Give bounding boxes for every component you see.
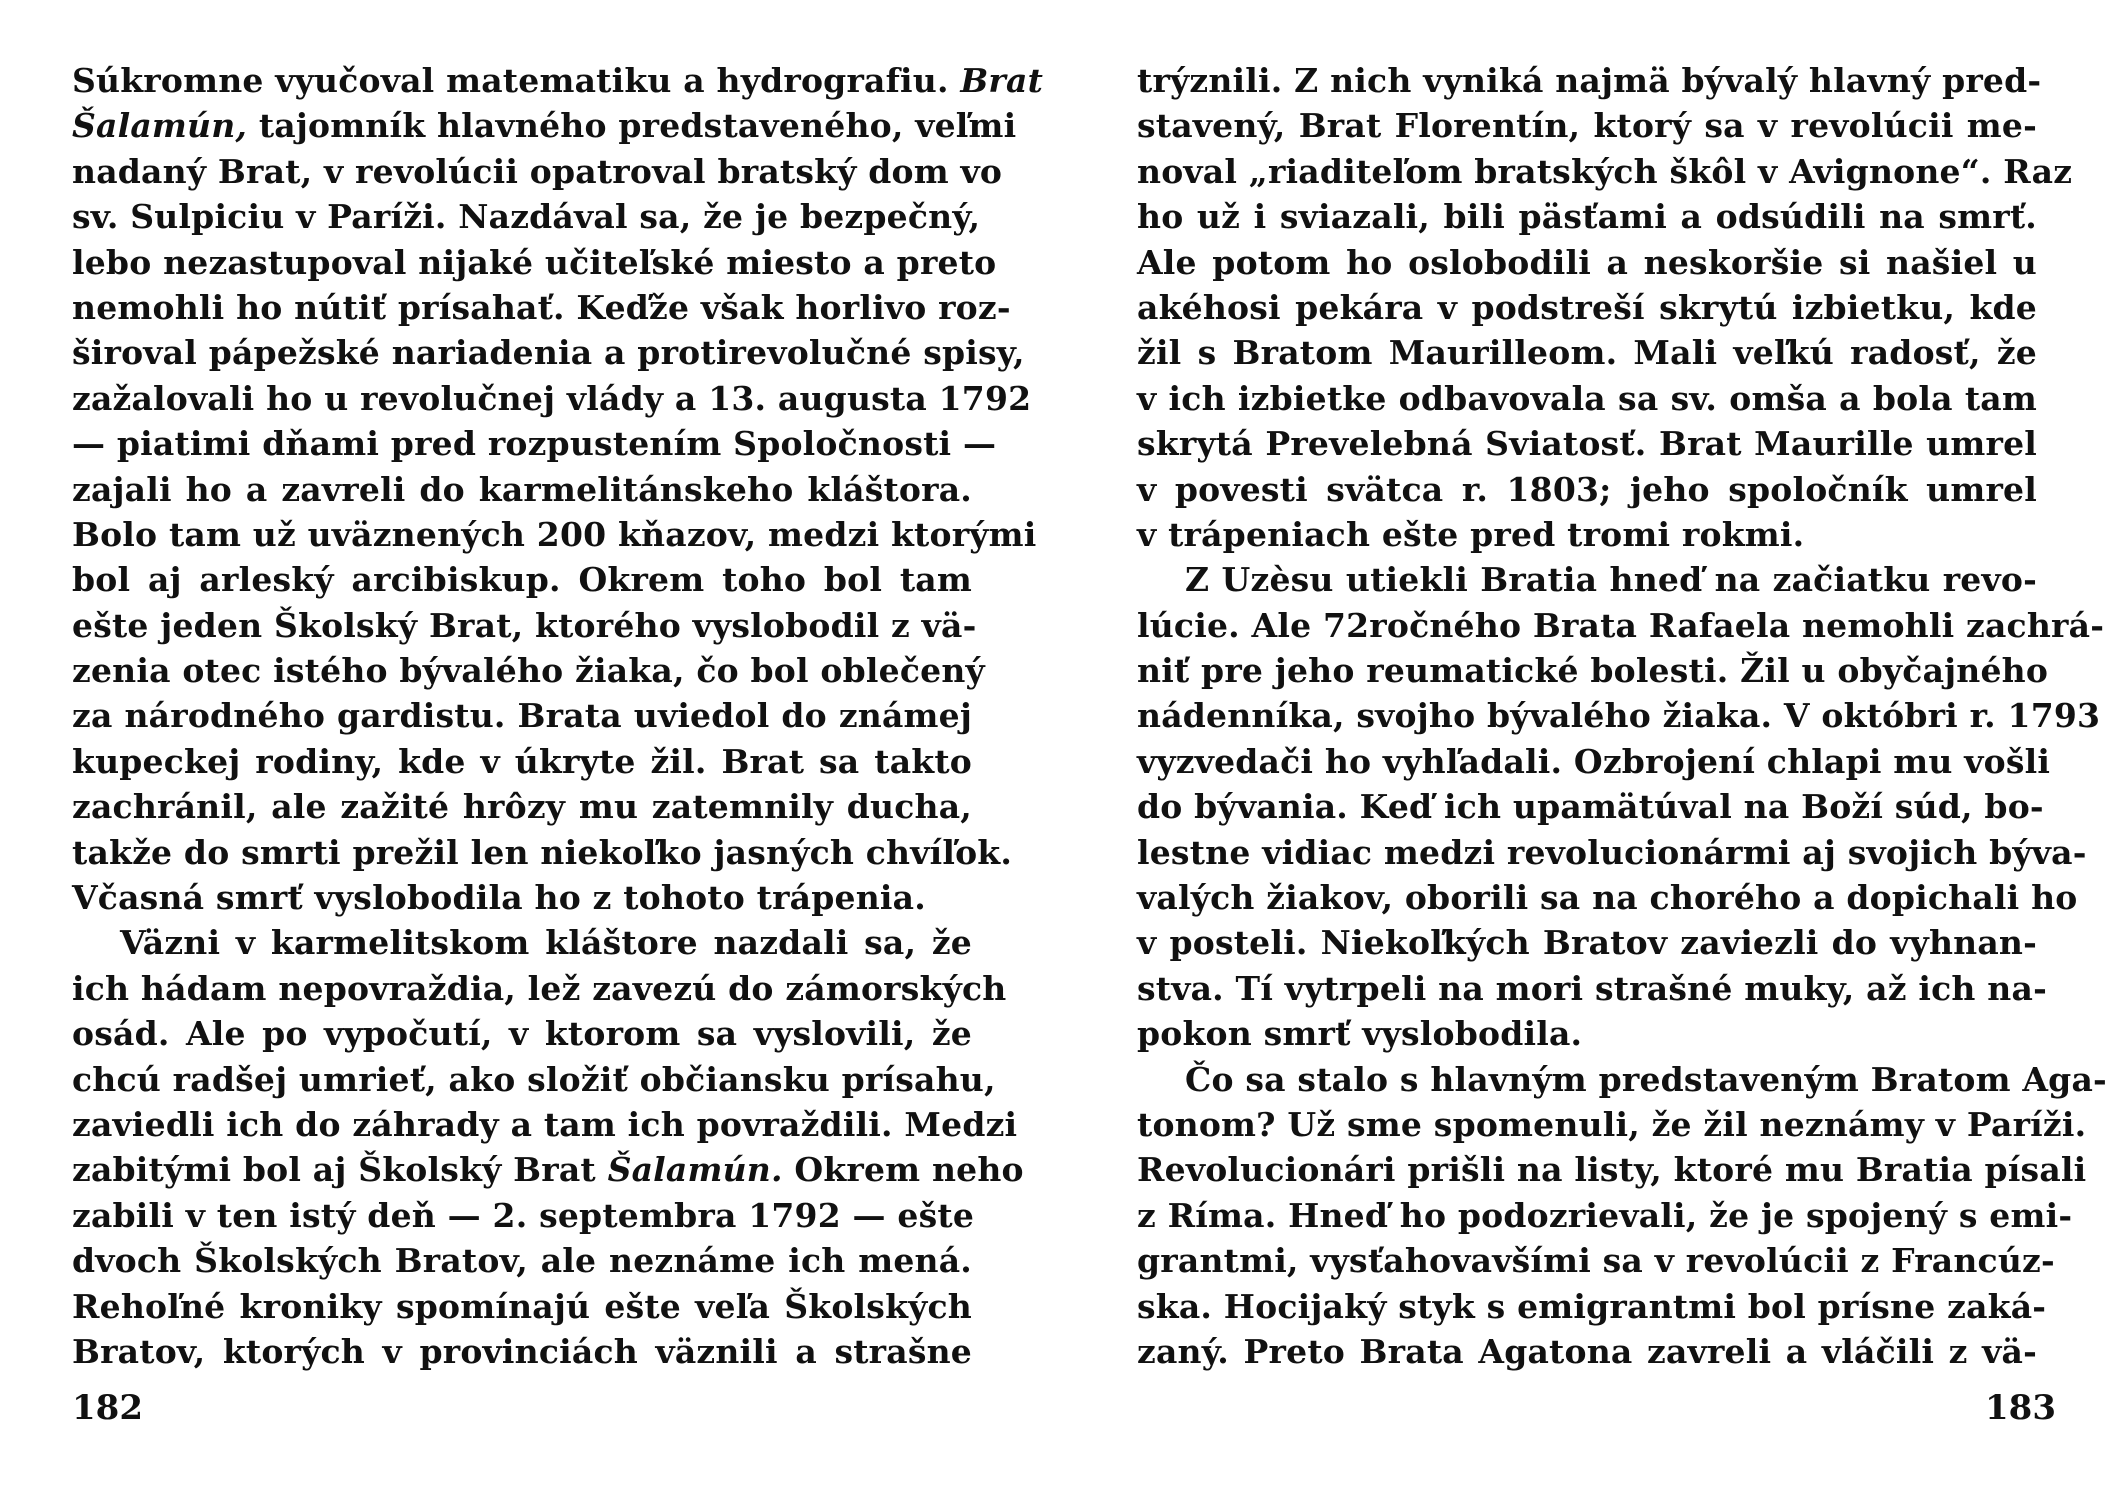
right-page-text-line xyxy=(1137,330,2037,375)
text-run: niť pre jeho reumatické bolesti. Žil u obyčajného xyxy=(1137,651,2049,691)
text-run: lestne vidiac medzi revolucionármi aj svojich býva- xyxy=(1137,832,2087,872)
italic-name: Šalamún. xyxy=(607,1150,783,1190)
text-run: vyzvedači ho vyhľadali. Ozbrojení chlapi mu vošli xyxy=(1137,741,2051,781)
left-page-text-line xyxy=(72,103,1017,148)
text-run: pokon smrť vyslobodila. xyxy=(1137,1014,1583,1054)
text-run: trýznili. Z nich vyniká najmä bývalý hlavný pred- xyxy=(1137,61,2042,100)
left-page-text-line xyxy=(72,966,1007,1011)
left-page-text-line xyxy=(72,1193,975,1238)
left-page-text-line xyxy=(72,830,1013,875)
text-run: Ale potom ho oslobodili a neskoršie si našiel u xyxy=(1137,242,2037,282)
text-run: v ich izbietke odbavovala sa sv. omša a bola tam xyxy=(1137,378,2037,418)
text-run: lebo nezastupoval nijaké učiteľské miesto a preto xyxy=(72,242,997,282)
text-run: Bolo tam už uväznených 200 kňazov, medzi ktorými xyxy=(72,514,1037,554)
text-run: široval pápežské nariadenia a protirevolučné spisy, xyxy=(72,333,1025,373)
left-page-text-line xyxy=(72,693,972,738)
text-run: grantmi, vysťahovavšími sa v revolúcii z Francúz- xyxy=(1137,1241,2055,1281)
text-run: osád. Ale po vypočutí, v ktorom sa vyslovili, že xyxy=(72,1014,972,1054)
text-run: ich hádam nepovraždia, lež zavezú do zámorských xyxy=(72,968,1007,1008)
text-run: z Ríma. Hneď ho podozrievali, že je spojený s emi- xyxy=(1137,1195,2073,1235)
text-run: dvoch Školských Bratov, ale neznáme ich mená. xyxy=(72,1241,972,1281)
text-run: takže do smrti prežil len niekoľko jasných chvíľok. xyxy=(72,832,1013,872)
text-run: ho už i sviazali, bili päsťami a odsúdili na smrť. xyxy=(1137,197,2037,237)
left-page-text-line xyxy=(72,467,972,512)
right-page-text-line xyxy=(1137,875,2078,920)
right-page-text-line xyxy=(1137,1011,2037,1056)
text-run: zachránil, ale zažité hrôzy mu zatemnily ducha, xyxy=(72,787,972,827)
right-page-text-line xyxy=(1137,285,2037,330)
left-page-text xyxy=(72,58,1044,1374)
right-page-number: 183 xyxy=(1985,1388,2056,1428)
right-page-text-line xyxy=(1137,920,2037,965)
text-run: žil s Bratom Maurilleom. Mali veľkú radosť, že xyxy=(1137,333,2037,373)
left-page-text-line xyxy=(72,1238,972,1283)
left-page-text-line xyxy=(72,285,1011,330)
right-page-text xyxy=(1137,58,2107,1374)
text-run: Čo sa stalo s hlavným predstaveným Bratom Aga- xyxy=(1185,1059,2107,1099)
left-page-text-line xyxy=(72,557,972,602)
text-run: do bývania. Keď ich upamätúval na Boží súd, bo- xyxy=(1137,787,2044,827)
text-run: chcú radšej umrieť, ako složiť občiansku prísahu, xyxy=(72,1059,996,1099)
text-run: Včasná smrť vyslobodila ho z tohoto trápenia. xyxy=(72,878,926,918)
text-run: Okrem neho xyxy=(782,1150,1024,1190)
text-run: za národného gardistu. Brata uviedol do známej xyxy=(72,696,972,736)
right-page-text-line xyxy=(1137,1147,2087,1192)
right-page-text-line xyxy=(1137,693,2101,738)
text-run: v trápeniach ešte pred tromi rokmi. xyxy=(1137,514,1805,554)
right-page-text-line xyxy=(1137,1057,2107,1102)
text-run: zabili v ten istý deň — 2. septembra 1792 — ešte xyxy=(72,1195,975,1235)
text-run: zaviedli ich do záhrady a tam ich povraždili. Medzi xyxy=(72,1104,1018,1144)
text-run: zažalovali ho u revolučnej vlády a 13. augusta 1792 xyxy=(72,378,1032,418)
left-page-text-line xyxy=(72,240,997,285)
text-run: Väzni v karmelitskom kláštore nazdali sa, že xyxy=(120,923,972,963)
text-run: akéhosi pekára v podstreší skrytú izbietku, kde xyxy=(1137,287,2037,327)
text-run: Revolucionári prišli na listy, ktoré mu Bratia písali xyxy=(1137,1150,2087,1190)
left-page-text-line xyxy=(72,784,972,829)
text-run: Bratov, ktorých v provinciách väznili a strašne xyxy=(72,1331,972,1371)
left-page-text-line xyxy=(72,1329,972,1374)
right-page-text-line xyxy=(1137,1193,2073,1238)
text-run: zajali ho a zavreli do karmelitánskeho kláštora. xyxy=(72,469,972,509)
right-page-text-line xyxy=(1137,512,2037,557)
left-page-text-line xyxy=(72,421,997,466)
text-run: tajomník hlavného predstaveného, veľmi xyxy=(247,106,1017,146)
right-page-text-line xyxy=(1137,149,2073,194)
left-page-text-line xyxy=(72,512,1037,557)
text-run: v posteli. Niekoľkých Bratov zaviezli do vyhnan- xyxy=(1137,923,2037,963)
text-run: ska. Hocijaký styk s emigrantmi bol prísne zaká- xyxy=(1137,1286,2047,1326)
left-page-text-line xyxy=(72,1102,1018,1147)
left-page-text-line xyxy=(72,875,972,920)
text-run: zabitými bol aj Školský Brat xyxy=(72,1150,608,1190)
text-run: lúcie. Ale 72ročného Brata Rafaela nemohli zachrá- xyxy=(1137,605,2105,645)
text-run: bol aj arleský arcibiskup. Okrem toho bol tam xyxy=(72,560,972,600)
text-run: zaný. Preto Brata Agatona zavreli a vláčili z vä- xyxy=(1137,1331,2037,1371)
left-page-text-line xyxy=(72,920,972,965)
text-run: v povesti svätca r. 1803; jeho spoločník umrel xyxy=(1137,469,2037,509)
text-run: valých žiakov, oborili sa na chorého a dopichali ho xyxy=(1137,878,2078,918)
left-page-text-line xyxy=(72,330,1025,375)
left-page-text-line xyxy=(72,1284,972,1329)
left-page-text-line xyxy=(72,1147,1024,1192)
italic-name: Šalamún, xyxy=(72,106,248,146)
text-run: nádenníka, svojho bývalého žiaka. V októbri r. 1793 xyxy=(1137,696,2101,736)
right-page-text-line xyxy=(1137,1102,2087,1147)
left-page-text-line xyxy=(72,603,977,648)
right-page-text-line xyxy=(1137,467,2037,512)
text-run: zenia otec istého bývalého žiaka, čo bol oblečený xyxy=(72,651,985,691)
left-page-text-line xyxy=(72,149,1003,194)
text-run: Z Uzèsu utiekli Bratia hneď na začiatku revo- xyxy=(1185,560,2037,600)
right-page-text-line xyxy=(1137,376,2037,421)
left-page-text-line xyxy=(72,739,972,784)
right-page-text-line xyxy=(1137,830,2087,875)
text-run: ešte jeden Školský Brat, ktorého vyslobodil z vä- xyxy=(72,605,977,645)
right-page-text-line xyxy=(1137,194,2037,239)
text-run: kupeckej rodiny, kde v úkryte žil. Brat sa takto xyxy=(72,741,972,781)
text-run: Rehoľné kroniky spomínajú ešte veľa Školských xyxy=(72,1286,972,1326)
text-run: tonom? Už sme spomenuli, že žil neznámy v Paríži. xyxy=(1137,1104,2087,1144)
right-page-text-line xyxy=(1137,603,2105,648)
left-page-text-line xyxy=(72,1011,972,1056)
right-page-text-line xyxy=(1137,739,2051,784)
text-run: Súkromne vyučoval matematiku a hydrografiu. xyxy=(72,61,961,100)
text-run: noval „riaditeľom bratských škôl v Avignone“. Raz xyxy=(1137,151,2073,191)
left-page-text-line xyxy=(72,1057,996,1102)
right-page-text-line xyxy=(1137,103,2037,148)
right-page-text-line xyxy=(1137,966,2047,1011)
left-page-number: 182 xyxy=(72,1388,143,1428)
text-run: sv. Sulpiciu v Paríži. Nazdával sa, že je bezpečný, xyxy=(72,197,981,237)
left-page-text-line xyxy=(72,58,1044,103)
text-run: stva. Tí vytrpeli na mori strašné muky, až ich na- xyxy=(1137,968,2047,1008)
text-run: nadaný Brat, v revolúcii opatroval bratský dom vo xyxy=(72,151,1003,191)
right-page-text-line xyxy=(1137,1329,2037,1374)
right-page-text-line xyxy=(1137,421,2037,466)
left-page-text-line xyxy=(72,648,985,693)
right-page-text-line xyxy=(1137,240,2037,285)
text-run: — piatimi dňami pred rozpustením Spoločnosti — xyxy=(72,424,997,464)
text-run: skrytá Prevelebná Sviatosť. Brat Maurille umrel xyxy=(1137,424,2037,464)
right-page-text-line xyxy=(1137,557,2037,602)
text-run: nemohli ho nútiť prísahať. Keďže však horlivo roz- xyxy=(72,287,1011,327)
right-page-text-line xyxy=(1137,58,2042,103)
right-page-text-line xyxy=(1137,648,2049,693)
left-page-text-line xyxy=(72,194,981,239)
right-page-text-line xyxy=(1137,784,2044,829)
text-run: stavený, Brat Florentín, ktorý sa v revolúcii me- xyxy=(1137,106,2037,146)
right-page-text-line xyxy=(1137,1238,2055,1283)
right-page-text-line xyxy=(1137,1284,2047,1329)
left-page-text-line xyxy=(72,376,1032,421)
italic-name: Brat xyxy=(960,61,1044,100)
